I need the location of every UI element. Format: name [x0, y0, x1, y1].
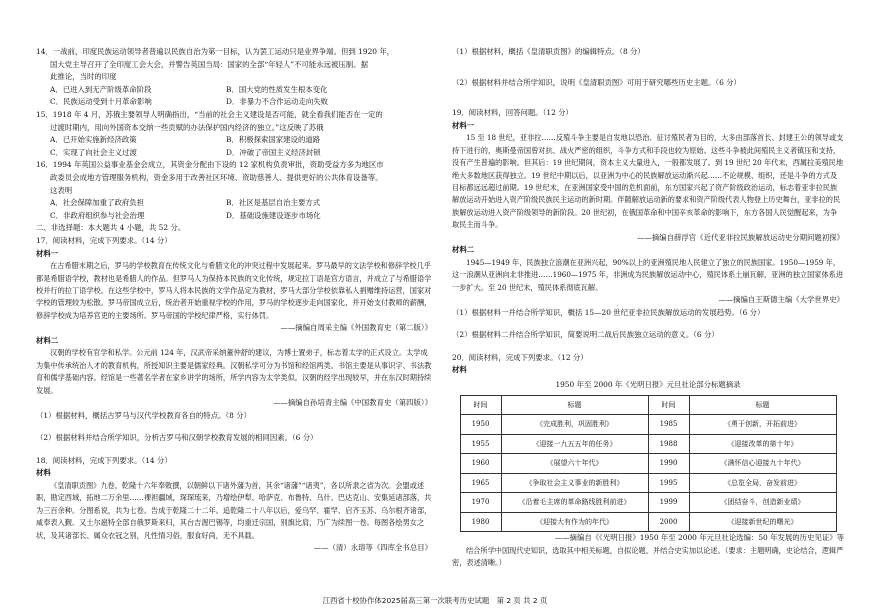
- table-cell-title: 《沿着毛主席的革命路线胜利前进》: [501, 493, 648, 513]
- table-header-year: 时间: [460, 395, 501, 415]
- q17-title: 17．阅读材料，完成下列要求。（14 分）: [36, 235, 172, 245]
- table-cell-year: 1980: [460, 512, 501, 532]
- q16-stem-2: 政委员会成地方管理服务机构，资金多用于改善社区环境、资助慈善人、提供更好的公共体育设备等。: [50, 172, 383, 182]
- q20-title: 20．阅读材料，完成下列要求。（12 分）: [452, 352, 588, 362]
- q18-question-1: （1）根据材料，概括《皇清职贡图》的编辑特点。（8 分）: [452, 47, 645, 56]
- table-cell-title: 《迎接大有作为的年代》: [501, 512, 648, 532]
- table-cell-year: 1965: [460, 473, 501, 493]
- q17-material1-label: 材料一: [36, 248, 59, 258]
- table-cell-year: 1985: [648, 415, 689, 435]
- table-cell-year: 1950: [460, 415, 501, 435]
- table-cell-year: 1999: [648, 493, 689, 513]
- q16-options: [36, 197, 432, 222]
- q16-stem-1: 16．1994 年英国公益事业基金会成立，其资金分配由下设的 12 家机构负责审批，资助受益方多为地区市: [36, 160, 384, 170]
- q20-table-caption: 1950 年至 2000 年《光明日报》元旦社论部分标题摘录: [555, 380, 741, 389]
- q15-stem-2: 过渡时期内，用向外国资本交纳一些贡赋的办法保护国内经济的独立。”这反映了苏俄: [50, 122, 324, 132]
- q14-option-b: B．国大党的性质发生根本变化: [226, 84, 328, 94]
- table-row: [460, 434, 836, 454]
- table-header-year: 时间: [648, 395, 689, 415]
- table-cell-title: 《勇于创新，开拓前进》: [689, 415, 836, 435]
- q17-question-2: （2）根据材料并结合所学知识，分析古罗马和汉朝学校教育发展的相同因素。（6 分）: [36, 433, 318, 443]
- table-cell-title: 《满怀信心迎接九十年代》: [689, 454, 836, 474]
- table-row: [460, 493, 836, 513]
- q19-question-2: （2）根据材料二并结合所学知识，简要说明二战后民族独立运动的意义。（6 分）: [452, 330, 719, 340]
- table-row: [460, 473, 836, 493]
- table-row: [460, 454, 836, 474]
- q19-material2-source: ——摘编自王斯德主编《大学世界史》: [718, 295, 844, 305]
- q17-material2-label: 材料二: [36, 335, 59, 345]
- q16-option-b: B．社区是基层自治主要方式: [226, 198, 321, 208]
- q19-title: 19．阅读材料，回答问题。（12 分）: [452, 108, 573, 118]
- q20-material-label: 材料: [452, 365, 467, 375]
- q17-material2-text: 汉朝的学校有官学和私学。公元前 124 年，汉武帝采纳董仲舒的建议，为博士置弟子，标志着太学的正式设立。太学成为集中传承统治人才的教育机构，所授知识主要是儒家经典。汉朝私学可分为书馆和经馆两类。书馆主要是从事识字、书法教育和儒学基础内容。经馆是一些著名学者在家乡讲学的场所，所学内容为太学类似。汉朝的经学出现较早，并在东汉时期持续发展。: [36, 348, 432, 395]
- table-cell-title: 《团结奋斗，创造新业绩》: [689, 493, 836, 513]
- q19-material1-label: 材料一: [452, 120, 475, 130]
- table-cell-year: 1955: [460, 434, 501, 454]
- q20-requirement: 结合所学中国现代史知识，选取其中相关标题，自拟论题，并结合史实加以论述。（要求：主题明确，史论结合，逻辑严密，表述清晰。）: [452, 545, 844, 568]
- q17-material1-text: 在古希腊末期之后，罗马的学校教育在传统文化与希腊文化的冲突过程中发展起来。罗马最早的文法学校和修辞学校几乎都是希腊语学校，教材也是希腊人的作品。但罗马人为保持本民族的文化传统，规定拉丁语是官方语言，并成立了与希腊语学校并行的拉丁语学校。在这些学校中，罗马人将本民族的文学作品定为教材，罗马大部分学校依靠私人捐赠维持运营，国家对学校的管理较为松散。罗马帝国成立后，统治者开始重视学校的作用，罗马的学校逐步走向国家化，并开始支付教师的薪酬，修辞学校成为培养官吏的主要场所。罗马帝国的学校纪律严格，实行体罚。: [36, 261, 432, 320]
- q14-stem-1: 14．一战前，印度民族运动领导者普遍以民族自治为第一目标，认为罢工运动只是业界争端。但到 1920 年，: [36, 47, 395, 56]
- q14-option-c: C．民族运动受到十月革命影响: [50, 97, 152, 107]
- table-cell-title: 《迎接一九五五年的任务》: [501, 434, 648, 454]
- table-row: [460, 415, 836, 435]
- q18-material-source: ——（清）永瑢等《四库全书总目》: [313, 542, 432, 552]
- q15-option-c: C．实现了向社会主义过渡: [50, 147, 137, 157]
- q16-option-a: A．社会保障加重了政府负担: [50, 198, 145, 208]
- q17-material2-source: ——摘编自孙培青主编《中国教育史（第四版）》: [273, 397, 432, 407]
- q17-question-1: （1）根据材料，概括古罗马与汉代学校教育各自的特点。（8 分）: [36, 410, 251, 420]
- q17-material1-source: ——摘编自周采主编《外国教育史（第二版）》: [280, 323, 432, 333]
- q14-option-d: D．非暴力不合作运动走向失败: [226, 97, 329, 107]
- part2-heading: 二、非选择题：本大题共 4 小题，共 52 分。: [36, 223, 186, 233]
- left-column: [36, 46, 432, 555]
- q14-stem-2: 国大党主导召开了全印度工会大会，并警告英国当局：国家的全部“年轻人”不可能永远被压制。据: [50, 59, 368, 69]
- table-cell-year: 2000: [648, 512, 689, 532]
- q19-material2-label: 材料二: [452, 245, 475, 255]
- q15-stem-1: 15．1918 年 4 月，苏俄主要领导人明确指出，“当前的社会主义建设是否可能，就全看我们能否在一定的: [36, 109, 383, 119]
- q18-title: 18．阅读材料，完成下列要求。（14 分）: [36, 455, 172, 465]
- q14-options: [36, 84, 432, 109]
- table-cell-title: 《迎接改革的第十年》: [689, 434, 836, 454]
- table-row: [460, 512, 836, 532]
- q18-material-text: 《皇清职贡图》九卷，乾隆十六年奉敕撰，以朝鲜以下诸外藩为首，其余“诸藩”“诸夷”，各以所隶之省为次。会盟或述职，勘定西域，拓地二万余里……裸袒疆域，琛琛琉来，乃增绘伊犁、哈萨克、布鲁特、乌什、巴达克山、安集延诸部落，共为三百余种。分图系说，共为七卷。告成于乾隆二十二年。追乾隆二十八年以后，爱乌罕、霍罕、启齐玉苏、乌尔根齐诸部，咸奉表入觐。又土尔扈特全部自俄罗斯来归，其台吉渥巴锡等，均重迁宗国，别旗比肩，乃广为续图一卷。每图各绘男女之状，及其诸部长、属众衣冠之别，凡性情习俗，服食好尚，无不具载。: [36, 480, 432, 540]
- right-column: [452, 46, 844, 570]
- q19-material2-text: 1945—1949 年，民族独立浪潮在亚洲兴起，90%以上的亚洲殖民地人民建立了独立的民族国家。1950—1959 年，这一浪潮从亚洲向北非推进……1960—1975 年，非洲成为民族解放运动中心，殖民体系土崩瓦解，亚洲的独立国家体系进一步扩大。至 20 世纪末，殖民体系彻底瓦解。: [452, 257, 844, 292]
- table-cell-year: 1960: [460, 454, 501, 474]
- q18-material-label: 材料: [36, 468, 51, 478]
- table-cell-title: 《总览全局，奋发前进》: [689, 473, 836, 493]
- table-cell-year: 1970: [460, 493, 501, 513]
- q16-option-d: D．基础设施建设逐步市场化: [226, 210, 321, 220]
- q15-options: [36, 134, 432, 159]
- q14-option-a: A．已进入到无产阶级革命阶段: [50, 84, 152, 94]
- q19-material1-source: ——摘编自薛浮官《近代亚非拉民族解放运动史分期问题初探》: [637, 232, 844, 242]
- q16-option-c: C．非政府组织参与社会治理: [50, 210, 145, 220]
- table-header-title: 标题: [501, 395, 648, 415]
- table-header-title: 标题: [689, 395, 836, 415]
- table-header-row: [460, 395, 836, 415]
- table-cell-title: 《迎接新世纪的曙光》: [689, 512, 836, 532]
- table-cell-year: 1995: [648, 473, 689, 493]
- q18-question-2: （2）根据材料并结合所学知识，说明《皇清职贡图》可用于研究哪些历史主题。（6 分）: [452, 77, 741, 87]
- q19-question-1: （1）根据材料一并结合所学知识，概括 15—20 世纪亚非拉民族解放运动的发展趋势。（6 分）: [452, 307, 765, 317]
- q15-option-a: A．已开始实施新经济政策: [50, 135, 137, 145]
- page-footer: 江西省十校协作体2025届高三第一次联考历史试题 第 2 页 共 2 页: [322, 596, 548, 605]
- q19-material1-text: 15 至 18 世纪，亚非拉……反殖斗争主要是自发地以恐治、征讨殖民者为目的，大多由部落首长、封建王公的领导或支持下进行的，奥斯曼帝国曾对抗、战火严密的组织，斗争方式和手段也较为原始。这些斗争被此间殖民主义者镇压和支持，没有产生普遍的影响。但其后：19 世纪期间，资本主义大量进入，一般都发展了。到 19 世纪 20 年代末，西属拉美殖民地绝大多数地区获得独立。19 世纪中期以后，以亚洲为中心的民族解放运动渐兴起……不论规模、组织，还是斗争的方式及目标都远远超过前期。19 世纪末，在亚洲国家受中国的危机面前，东方国家兴起了资产阶级政治运动，标志着亚非拉民族解放运动开始进入资产阶级民族民主运动的新时期。伴随解放运动新的要求和资产阶级代表人物登上历史舞台，亚非拉的民族解放运动进入资产阶级领导的新阶段。20 世纪初，在俄国革命和中国辛亥革命的影响下，东方各国人民觉醒起来，为争取民主而斗争。: [452, 133, 844, 230]
- q16-stem-3: 这表明: [50, 185, 73, 195]
- q15-option-d: D．冲破了帝国主义经济封锁: [226, 147, 321, 157]
- q15-option-b: B．积极探索国家建设的道路: [226, 135, 321, 145]
- editorial-titles-table: [460, 395, 837, 533]
- table-cell-year: 1988: [648, 434, 689, 454]
- q14-stem-3: 此推论，当时的印度: [50, 72, 117, 82]
- table-cell-year: 1990: [648, 454, 689, 474]
- q20-material-source: ——摘编自《《光明日报》1950 年至 2000 年元旦社论选编：50 年发展的历史见证》等: [554, 533, 844, 543]
- table-cell-title: 《展望六十年代》: [501, 454, 648, 474]
- table-cell-title: 《争取社会主义事业的新胜利》: [501, 473, 648, 493]
- table-cell-title: 《完成胜利，巩固胜利》: [501, 415, 648, 435]
